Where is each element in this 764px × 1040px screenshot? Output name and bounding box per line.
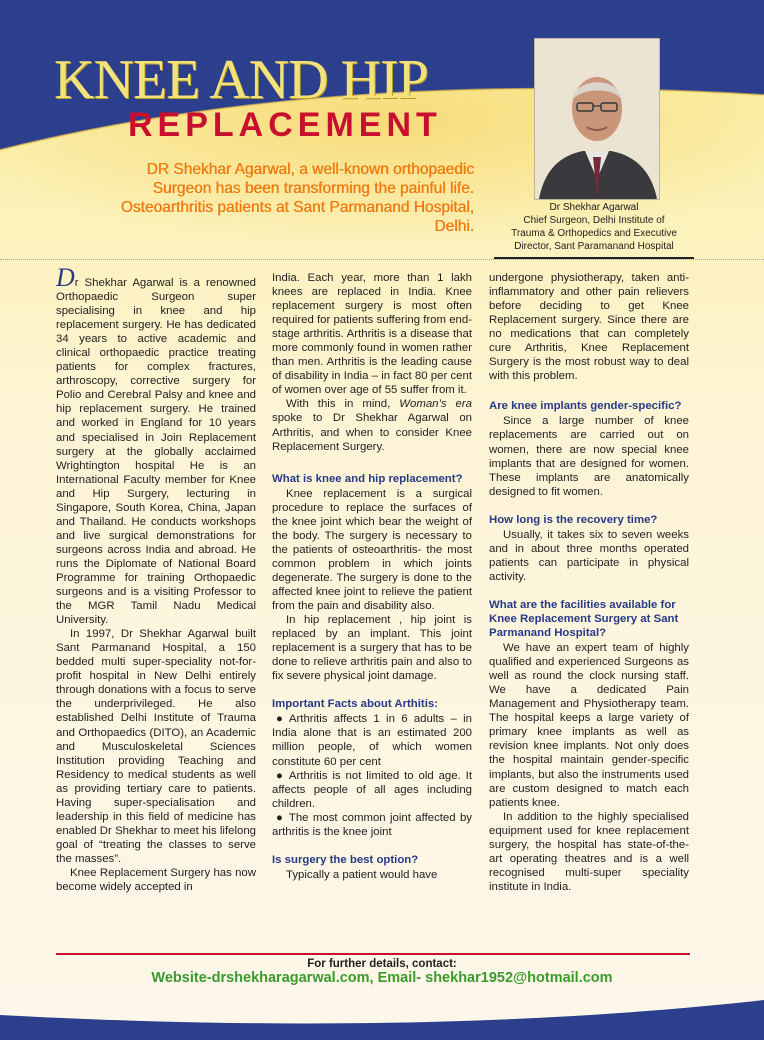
caption-title-1: Chief Surgeon, Delhi Institute of	[523, 215, 665, 226]
caption-title-2: Trauma & Orthopedics and Executive	[511, 228, 677, 239]
col2-paragraph-5: Typically a patient would have	[286, 868, 438, 881]
bullet-icon: ●	[276, 713, 283, 726]
col2-paragraph-1: India. Each year, more than 1 lakh knees are replaced in India. Knee replacement surgery is most often required for patients suffering from end-stage arthritis. Arthritis is a disease that more commonly found in women rather than men. Arthritis is the leading cause of disability in India – in fact 80 per cent of women over age of 55 suffer from it.	[272, 272, 472, 397]
col2-paragraph-3: Knee replacement is a surgical procedure to replace the surfaces of the knee joint which bear the weight of the body. The surgery is necessary to the patients of osteoarthritis- the most common problem in which joints degenerate. The surgery is done to the affected knee joint to relieve the patient from the pain and disability also.	[272, 487, 472, 613]
caption-title-3: Director, Sant Paramanand Hospital	[514, 241, 674, 252]
intro-standfirst: DR Shekhar Agarwal, a well-known orthopaedic Surgeon has been transforming the painful life. Osteoarthritis patients at Sant Parmanand Hospital, Delhi.	[120, 161, 474, 235]
magazine-name: Woman’s era	[399, 398, 472, 411]
col1-paragraph-1	[56, 263, 256, 627]
article-column-1	[56, 263, 256, 894]
col3-paragraph-1: undergone physiotherapy, taken anti-inflammatory and other pain relievers before deciding to get Knee Replacement surgery. Since there are no medications that can completely cure Arthritis, Knee Replacement Surgery is the most robust way to deal with this problem.	[489, 272, 689, 383]
col2-p2-post: spoke to Dr Shekhar Agarwal on Arthritis, and when to consider Knee Replacement Surgery.	[272, 412, 472, 453]
article-column-2	[272, 271, 472, 882]
heading-what-is-replacement: What is knee and hip replacement?	[272, 472, 463, 485]
heading-surgery-best-option: Is surgery the best option?	[272, 853, 419, 866]
drop-cap: D	[56, 263, 75, 292]
col1-paragraph-3: Knee Replacement Surgery has now become widely accepted in	[56, 866, 256, 894]
col2-p2-pre: With this in mind,	[286, 398, 400, 411]
fact-bullet-3: ● The most common joint affected by arthritis is the knee joint	[272, 811, 472, 838]
photo-caption	[494, 201, 694, 253]
heading-important-facts: Important Facts about Arthitis:	[272, 698, 439, 711]
bullet-icon: ●	[276, 811, 283, 824]
fact-bullet-2: ● Arthritis is not limited to old age. It affects people of all ages including children.	[272, 769, 472, 810]
footer-contact-label: For further details, contact:	[307, 958, 457, 970]
col2-paragraph-4: In hip replacement , hip joint is replaced by an implant. This joint replacement is a surgery that has to be done to relieve arthritis pain and also to fix severe physical joint damage.	[272, 614, 472, 683]
dotted-separator	[0, 259, 764, 260]
col2-paragraph-2	[272, 397, 472, 453]
col1-paragraph-2: In 1997, Dr Shekhar Agarwal built Sant Parmanand Hospital, a 150 bedded multi super-speciality not-for-profit hospital in New Delhi entirely through donations with a focus to serve the underprivileged. He also established Delhi Institute of Trauma and Orthopaedics (DITO), an Academic and Musculoskeletal Sciences Institution providing Teaching and Residency to medical students as well as providing tertiary care to patients. Having super-specialisation and leadership in this field of medicine has enabled Dr Shekhar to meet his lifelong goal of “treating the classes to serve the masses”.	[56, 628, 256, 865]
col3-paragraph-3: Usually, it takes six to seven weeks and in about three months operated patients can participate in physical activity.	[489, 528, 689, 583]
heading-gender-specific: Are knee implants gender-specific?	[489, 400, 682, 413]
caption-name: Dr Shekhar Agarwal	[549, 202, 639, 213]
footer-contact-details: Website-drshekharagarwal.com, Email- shekhar1952@hotmail.com	[151, 970, 613, 986]
headline-line-2: REPLACEMENT	[128, 106, 442, 144]
col3-paragraph-5: In addition to the highly specialised equipment used for knee replacement surgery, the hospital has state-of-the-art operating theatres and is a well recognised multi-super speciality institute in India.	[489, 810, 689, 893]
article-column-3	[489, 271, 689, 894]
col3-paragraph-2: Since a large number of knee replacements are carried out on women, there are now special knee implants that are designed for women. These implants are anatomically designed to fit women.	[489, 415, 689, 498]
heading-recovery-time: How long is the recovery time?	[489, 513, 658, 526]
footer-divider	[56, 953, 690, 955]
portrait-photo	[534, 38, 660, 200]
heading-facilities: What are the facilities available for Knee Replacement Surgery at Sant Parmanand Hospital?	[489, 598, 679, 640]
headline-line-1: KNEE AND HIP	[54, 49, 428, 111]
fact-bullet-1: ● Arthritis affects 1 in 6 adults – in India alone that is an estimated 200 million people, of which women constitute 60 per cent	[272, 713, 472, 768]
col1-paragraph-1-text: r Shekhar Agarwal is a renowned Orthopaedic Surgeon super specialising in knee and hip replacement surgery. He has dedicated 34 years to active academic and clinical orthopaedic practice treating patients for complex fractures, arthroscopy, corrective surgery for Polio and Cerebral Palsy and knee and hip replacement surgery. He trained and worked in England for 10 years and specialised in Join Replacement surgery at the globally acclaimed Wrightington hospital He is an International Faculty member for Knee and Hip Surgery, lecturing in Singapore, South Korea, China, Japan and Thailand. He conducts workshops and live surgical demonstrations for surgeons across India and abroad. He runs the Diplomate of National Board Programme for training Orthopaedic surgeons and is a visiting Professor to the MGR Tamil Nadu Medical University.	[56, 277, 256, 627]
bullet-icon: ●	[276, 769, 283, 782]
col3-paragraph-4: We have an expert team of highly qualified and experienced Surgeons as well as round the clock nursing staff. We have a dedicated Pain Management and Physiotherapy team. The hospital keeps a large variety of primary knee implants as well as revision knee implants. Not only does the hospital maintain gender-specific implants, but also the instruments used are custom designed to match each patients knee.	[489, 642, 689, 809]
